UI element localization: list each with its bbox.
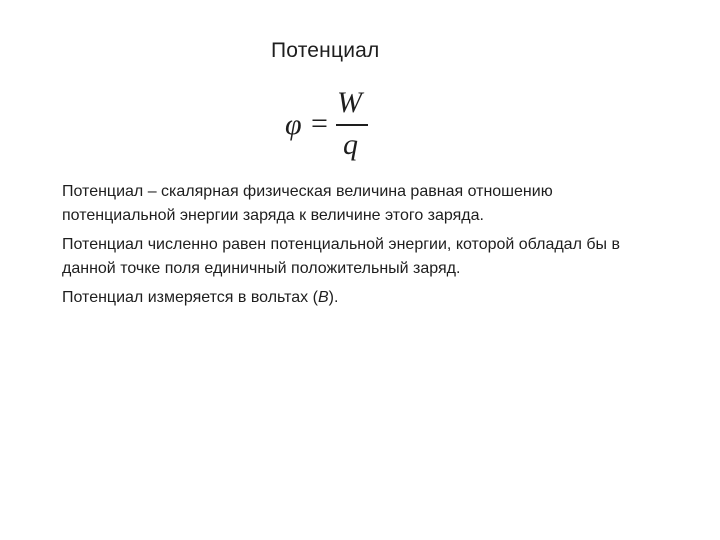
formula-denominator: q [343,128,358,161]
fraction-bar [336,124,368,126]
formula-numerator: W [337,86,362,119]
unit-volt: В [317,289,329,306]
slide-title: Потенциал [271,39,380,62]
paragraph-units [62,286,662,310]
units-text-after: ). [328,289,339,306]
paragraph-numeric-equality: Потенциал численно равен потенциальной энергии, которой обладал бы в данной точке поля единичный положительный заряд. [62,236,620,277]
potential-formula [285,86,395,168]
formula-equals: = [311,107,328,140]
units-text-before: Потенциал измеряется в вольтах ( [62,289,318,306]
formula-phi: φ [285,108,302,141]
slide-body [62,180,662,315]
paragraph-definition: Потенциал – скалярная физическая величина равная отношению потенциальной энергии заряда к величине этого заряда. [62,183,553,224]
